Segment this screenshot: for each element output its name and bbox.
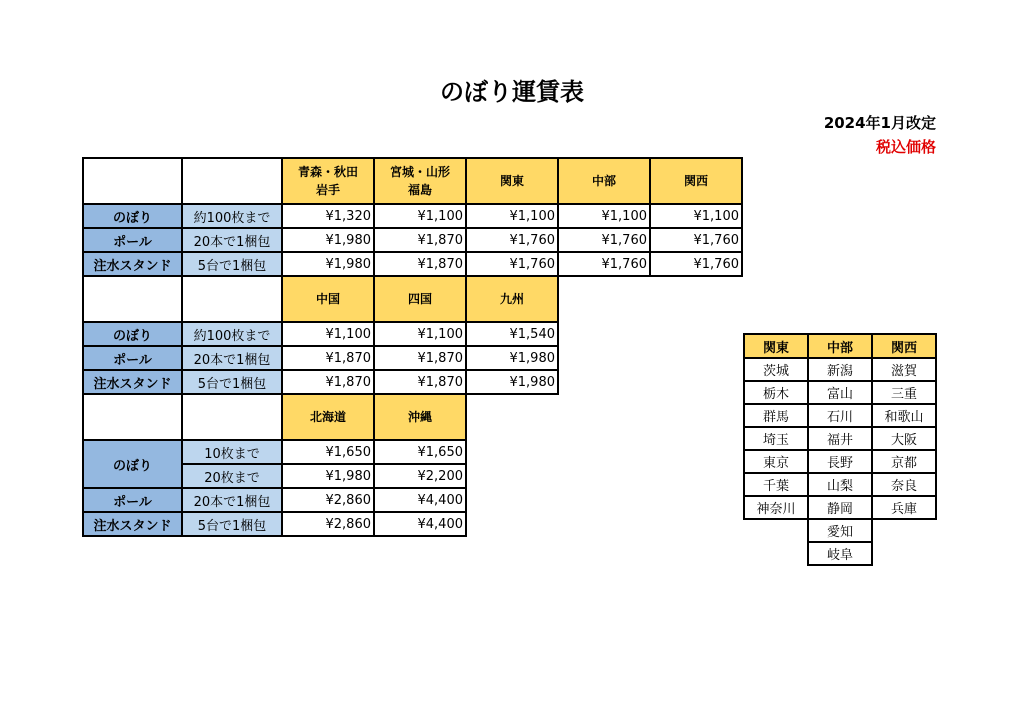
prefecture-cell: 千葉: [744, 473, 808, 496]
prefecture-cell: 富山: [808, 381, 872, 404]
empty-space: [650, 276, 742, 322]
prefecture-cell: 兵庫: [872, 496, 936, 519]
page-title: のぼり運賃表: [440, 78, 584, 106]
price-cell: ¥4,400: [374, 488, 466, 512]
prefecture-cell: 神奈川: [744, 496, 808, 519]
condition-cell: 20本で1梱包: [182, 346, 282, 370]
empty-space: [466, 440, 558, 464]
empty-space: [744, 519, 808, 542]
empty-space: [466, 464, 558, 488]
price-cell: ¥1,760: [466, 252, 558, 276]
prefecture-cell: 大阪: [872, 427, 936, 450]
blank-cell: [182, 394, 282, 440]
price-cell: ¥1,760: [558, 228, 650, 252]
region-header: 北海道: [282, 394, 374, 440]
price-cell: ¥4,400: [374, 512, 466, 536]
table-row: [744, 358, 936, 381]
blank-cell: [83, 394, 182, 440]
tax-included-note: 税込価格: [875, 138, 936, 156]
region-header: 中部: [808, 334, 872, 358]
prefecture-cell: 栃木: [744, 381, 808, 404]
blank-cell: [182, 158, 282, 204]
condition-cell: 5台で1梱包: [182, 370, 282, 394]
price-cell: ¥1,100: [374, 322, 466, 346]
region-header: 沖縄: [374, 394, 466, 440]
price-cell: ¥1,980: [282, 252, 374, 276]
condition-cell: 5台で1梱包: [182, 252, 282, 276]
price-cell: ¥1,100: [650, 204, 742, 228]
price-cell: ¥1,320: [282, 204, 374, 228]
empty-space: [558, 370, 650, 394]
region-header: 関西: [872, 334, 936, 358]
empty-space: [558, 394, 650, 440]
region-header: 関西: [650, 158, 742, 204]
price-cell: ¥1,650: [374, 440, 466, 464]
shipping-rate-table: [82, 157, 743, 537]
table-row: [83, 440, 742, 464]
empty-space: [650, 370, 742, 394]
item-label: ポール: [83, 488, 182, 512]
table-row: [83, 464, 742, 488]
price-cell: ¥1,760: [650, 252, 742, 276]
price-cell: ¥2,200: [374, 464, 466, 488]
blank-cell: [83, 158, 182, 204]
condition-cell: 約100枚まで: [182, 204, 282, 228]
table-row: [83, 322, 742, 346]
prefecture-cell: 岐阜: [808, 542, 872, 565]
price-cell: ¥1,870: [374, 252, 466, 276]
price-cell: ¥1,100: [374, 204, 466, 228]
table-row: [744, 381, 936, 404]
region-header: 関東: [466, 158, 558, 204]
region-header: 中部: [558, 158, 650, 204]
table-row: [744, 404, 936, 427]
table-row: [83, 252, 742, 276]
empty-space: [558, 276, 650, 322]
empty-space: [872, 519, 936, 542]
prefecture-cell: 山梨: [808, 473, 872, 496]
region-header: 中国: [282, 276, 374, 322]
prefecture-cell: 滋賀: [872, 358, 936, 381]
empty-space: [650, 346, 742, 370]
item-label: 注水スタンド: [83, 252, 182, 276]
prefecture-cell: 和歌山: [872, 404, 936, 427]
condition-cell: 10枚まで: [182, 440, 282, 464]
prefecture-cell: 長野: [808, 450, 872, 473]
prefecture-cell: 愛知: [808, 519, 872, 542]
table-header-row: [83, 158, 742, 204]
condition-cell: 5台で1梱包: [182, 512, 282, 536]
prefecture-cell: 新潟: [808, 358, 872, 381]
table-row: [83, 228, 742, 252]
prefecture-cell: 静岡: [808, 496, 872, 519]
empty-space: [650, 440, 742, 464]
price-cell: ¥1,100: [466, 204, 558, 228]
item-label: のぼり: [83, 204, 182, 228]
prefecture-cell: 埼玉: [744, 427, 808, 450]
region-prefecture-table: [743, 333, 937, 566]
price-cell: ¥1,980: [466, 370, 558, 394]
empty-space: [558, 512, 650, 536]
prefecture-cell: 東京: [744, 450, 808, 473]
table-row: [83, 512, 742, 536]
table-row: [83, 204, 742, 228]
price-cell: ¥1,870: [374, 370, 466, 394]
item-label: 注水スタンド: [83, 512, 182, 536]
price-cell: ¥1,870: [374, 346, 466, 370]
blank-cell: [83, 276, 182, 322]
empty-space: [650, 512, 742, 536]
item-label: ポール: [83, 346, 182, 370]
item-label: のぼり: [83, 440, 182, 488]
item-label: のぼり: [83, 322, 182, 346]
price-cell: ¥1,540: [466, 322, 558, 346]
table-row: [744, 542, 936, 565]
condition-cell: 約100枚まで: [182, 322, 282, 346]
prefecture-cell: 茨城: [744, 358, 808, 381]
prefecture-cell: 京都: [872, 450, 936, 473]
empty-space: [650, 322, 742, 346]
prefecture-cell: 群馬: [744, 404, 808, 427]
price-cell: ¥2,860: [282, 488, 374, 512]
region-header: 九州: [466, 276, 558, 322]
price-cell: ¥1,870: [374, 228, 466, 252]
prefecture-cell: 奈良: [872, 473, 936, 496]
item-label: ポール: [83, 228, 182, 252]
item-label: 注水スタンド: [83, 370, 182, 394]
empty-space: [650, 464, 742, 488]
region-header: 宮城・山形 福島: [374, 158, 466, 204]
price-cell: ¥1,650: [282, 440, 374, 464]
table-row: [83, 370, 742, 394]
price-cell: ¥1,100: [282, 322, 374, 346]
table-row: [744, 427, 936, 450]
table-header-row: [83, 394, 742, 440]
empty-space: [558, 346, 650, 370]
price-cell: ¥1,980: [466, 346, 558, 370]
condition-cell: 20本で1梱包: [182, 488, 282, 512]
revision-date: 2024年1月改定: [823, 114, 936, 132]
empty-space: [558, 440, 650, 464]
table-header-row: [83, 276, 742, 322]
empty-space: [650, 488, 742, 512]
condition-cell: 20本で1梱包: [182, 228, 282, 252]
region-header: 四国: [374, 276, 466, 322]
price-cell: ¥1,870: [282, 346, 374, 370]
prefecture-cell: 三重: [872, 381, 936, 404]
empty-space: [650, 394, 742, 440]
price-cell: ¥1,870: [282, 370, 374, 394]
condition-cell: 20枚まで: [182, 464, 282, 488]
prefecture-cell: 福井: [808, 427, 872, 450]
table-row: [744, 519, 936, 542]
empty-space: [872, 542, 936, 565]
empty-space: [558, 488, 650, 512]
price-cell: ¥2,860: [282, 512, 374, 536]
empty-space: [558, 322, 650, 346]
table-row: [744, 473, 936, 496]
empty-space: [744, 542, 808, 565]
price-cell: ¥1,760: [650, 228, 742, 252]
empty-space: [558, 464, 650, 488]
price-cell: ¥1,760: [466, 228, 558, 252]
table-row: [83, 488, 742, 512]
table-row: [744, 450, 936, 473]
table-row: [83, 346, 742, 370]
table-row: [744, 496, 936, 519]
empty-space: [466, 512, 558, 536]
prefecture-cell: 石川: [808, 404, 872, 427]
price-cell: ¥1,980: [282, 228, 374, 252]
table-header-row: [744, 334, 936, 358]
price-cell: ¥1,760: [558, 252, 650, 276]
empty-space: [466, 394, 558, 440]
region-header: 関東: [744, 334, 808, 358]
empty-space: [466, 488, 558, 512]
region-header: 青森・秋田 岩手: [282, 158, 374, 204]
price-cell: ¥1,100: [558, 204, 650, 228]
price-cell: ¥1,980: [282, 464, 374, 488]
blank-cell: [182, 276, 282, 322]
